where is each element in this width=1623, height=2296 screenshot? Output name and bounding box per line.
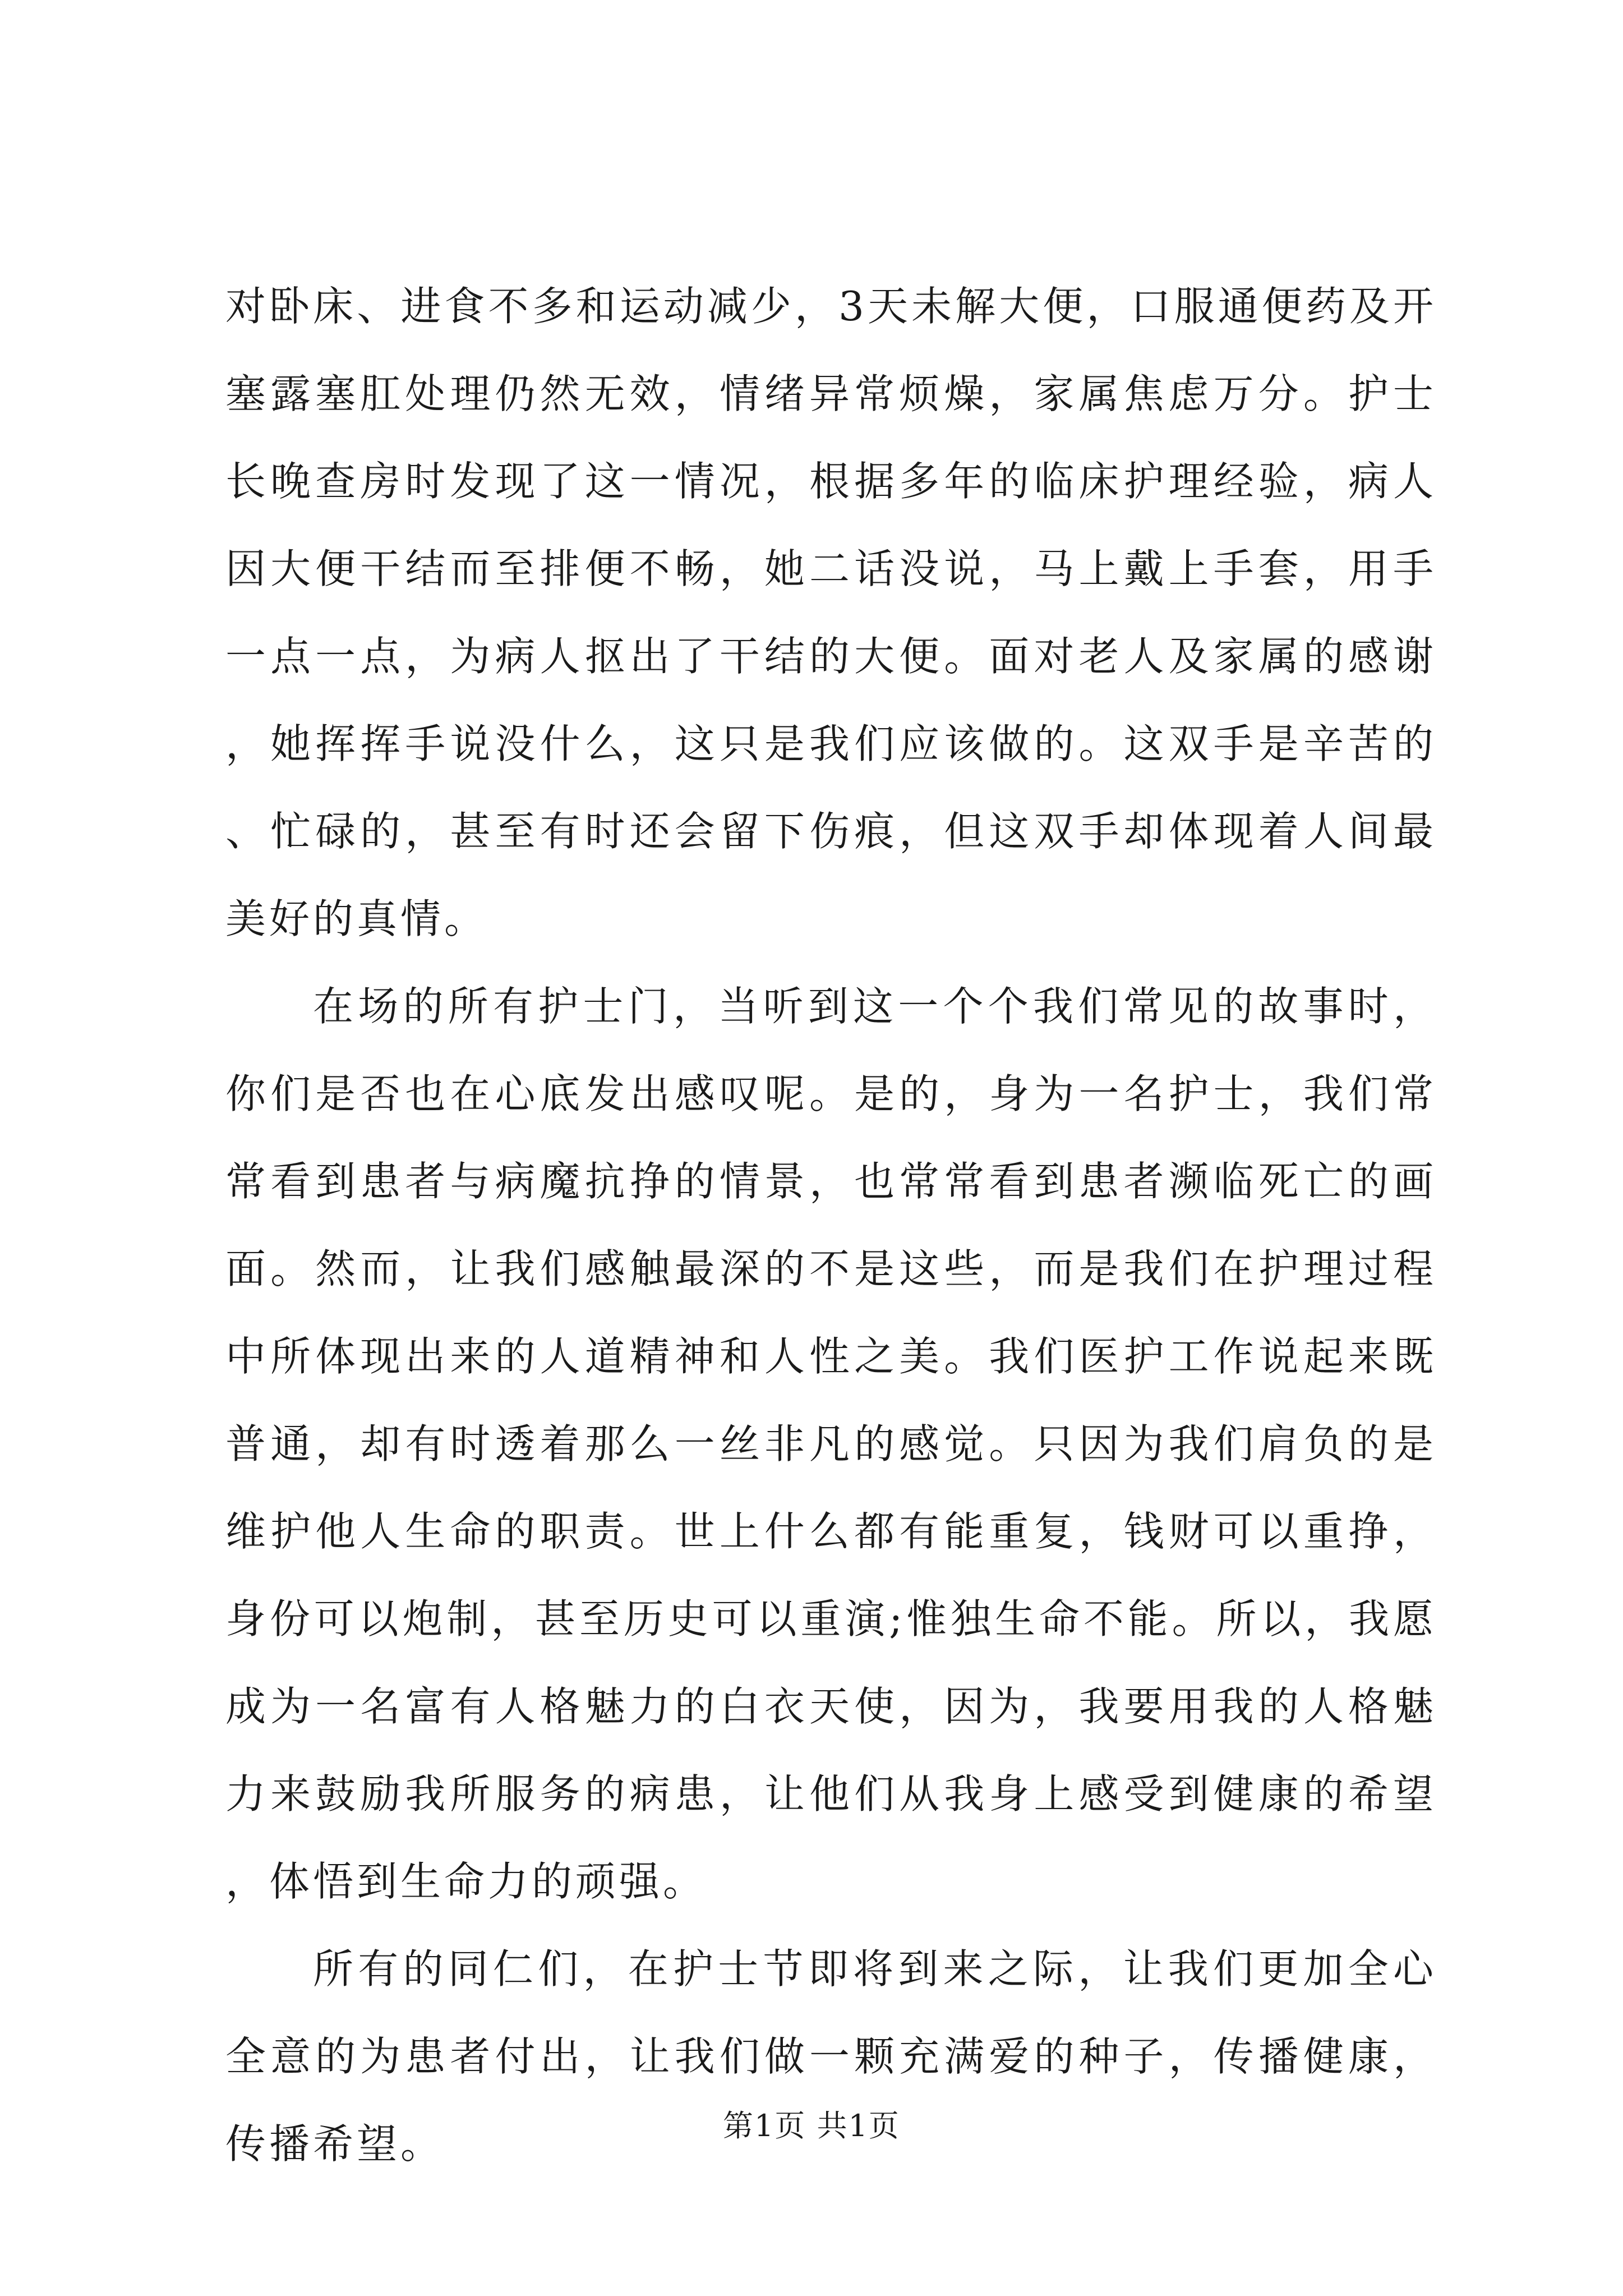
paragraph-2: 在场的所有护士门，当听到这一个个我们常见的故事时，你们是否也在心底发出感叹呢。是的，身为一名护士，我们常常看到患者与病魔抗挣的情景，也常常看到患者濒临死亡的画面。然而，让我们感触最深的不是这些，而是我们在护理过程中所体现出来的人道精神和人性之美。我们医护工作说起来既普通，却有时透着那么一丝非凡的感觉。只因为我们肩负的是维护他人生命的职责。世上什么都有能重复，钱财可以重挣，身份可以炮制，甚至历史可以重演;惟独生命不能。所以，我愿成为一名富有人格魅力的白衣天使，因为，我要用我的人格魅力来鼓励我所服务的病患，让他们从我身上感受到健康的希望，体悟到生命力的顽强。 [225,983,1437,1905]
page-footer: 第1页 共1页 [723,2108,900,2143]
paragraph-3: 所有的同仁们，在护士节即将到来之际，让我们更加全心全意的为患者付出，让我们做一颗充满爱的种子，传播健康，传播希望。 [225,1945,1437,2168]
document-body [225,263,1437,2188]
paragraph-1: 对卧床、进食不多和运动减少，3天未解大便，口服通便药及开塞露塞肛处理仍然无效，情绪异常烦燥，家属焦虑万分。护士长晚查房时发现了这一情况，根据多年的临床护理经验，病人因大便干结而至排便不畅，她二话没说，马上戴上手套，用手一点一点，为病人抠出了干结的大便。面对老人及家属的感谢，她挥挥手说没什么，这只是我们应该做的。这双手是辛苦的、忙碌的，甚至有时还会留下伤痕，但这双手却体现着人间最美好的真情。 [225,283,1437,942]
